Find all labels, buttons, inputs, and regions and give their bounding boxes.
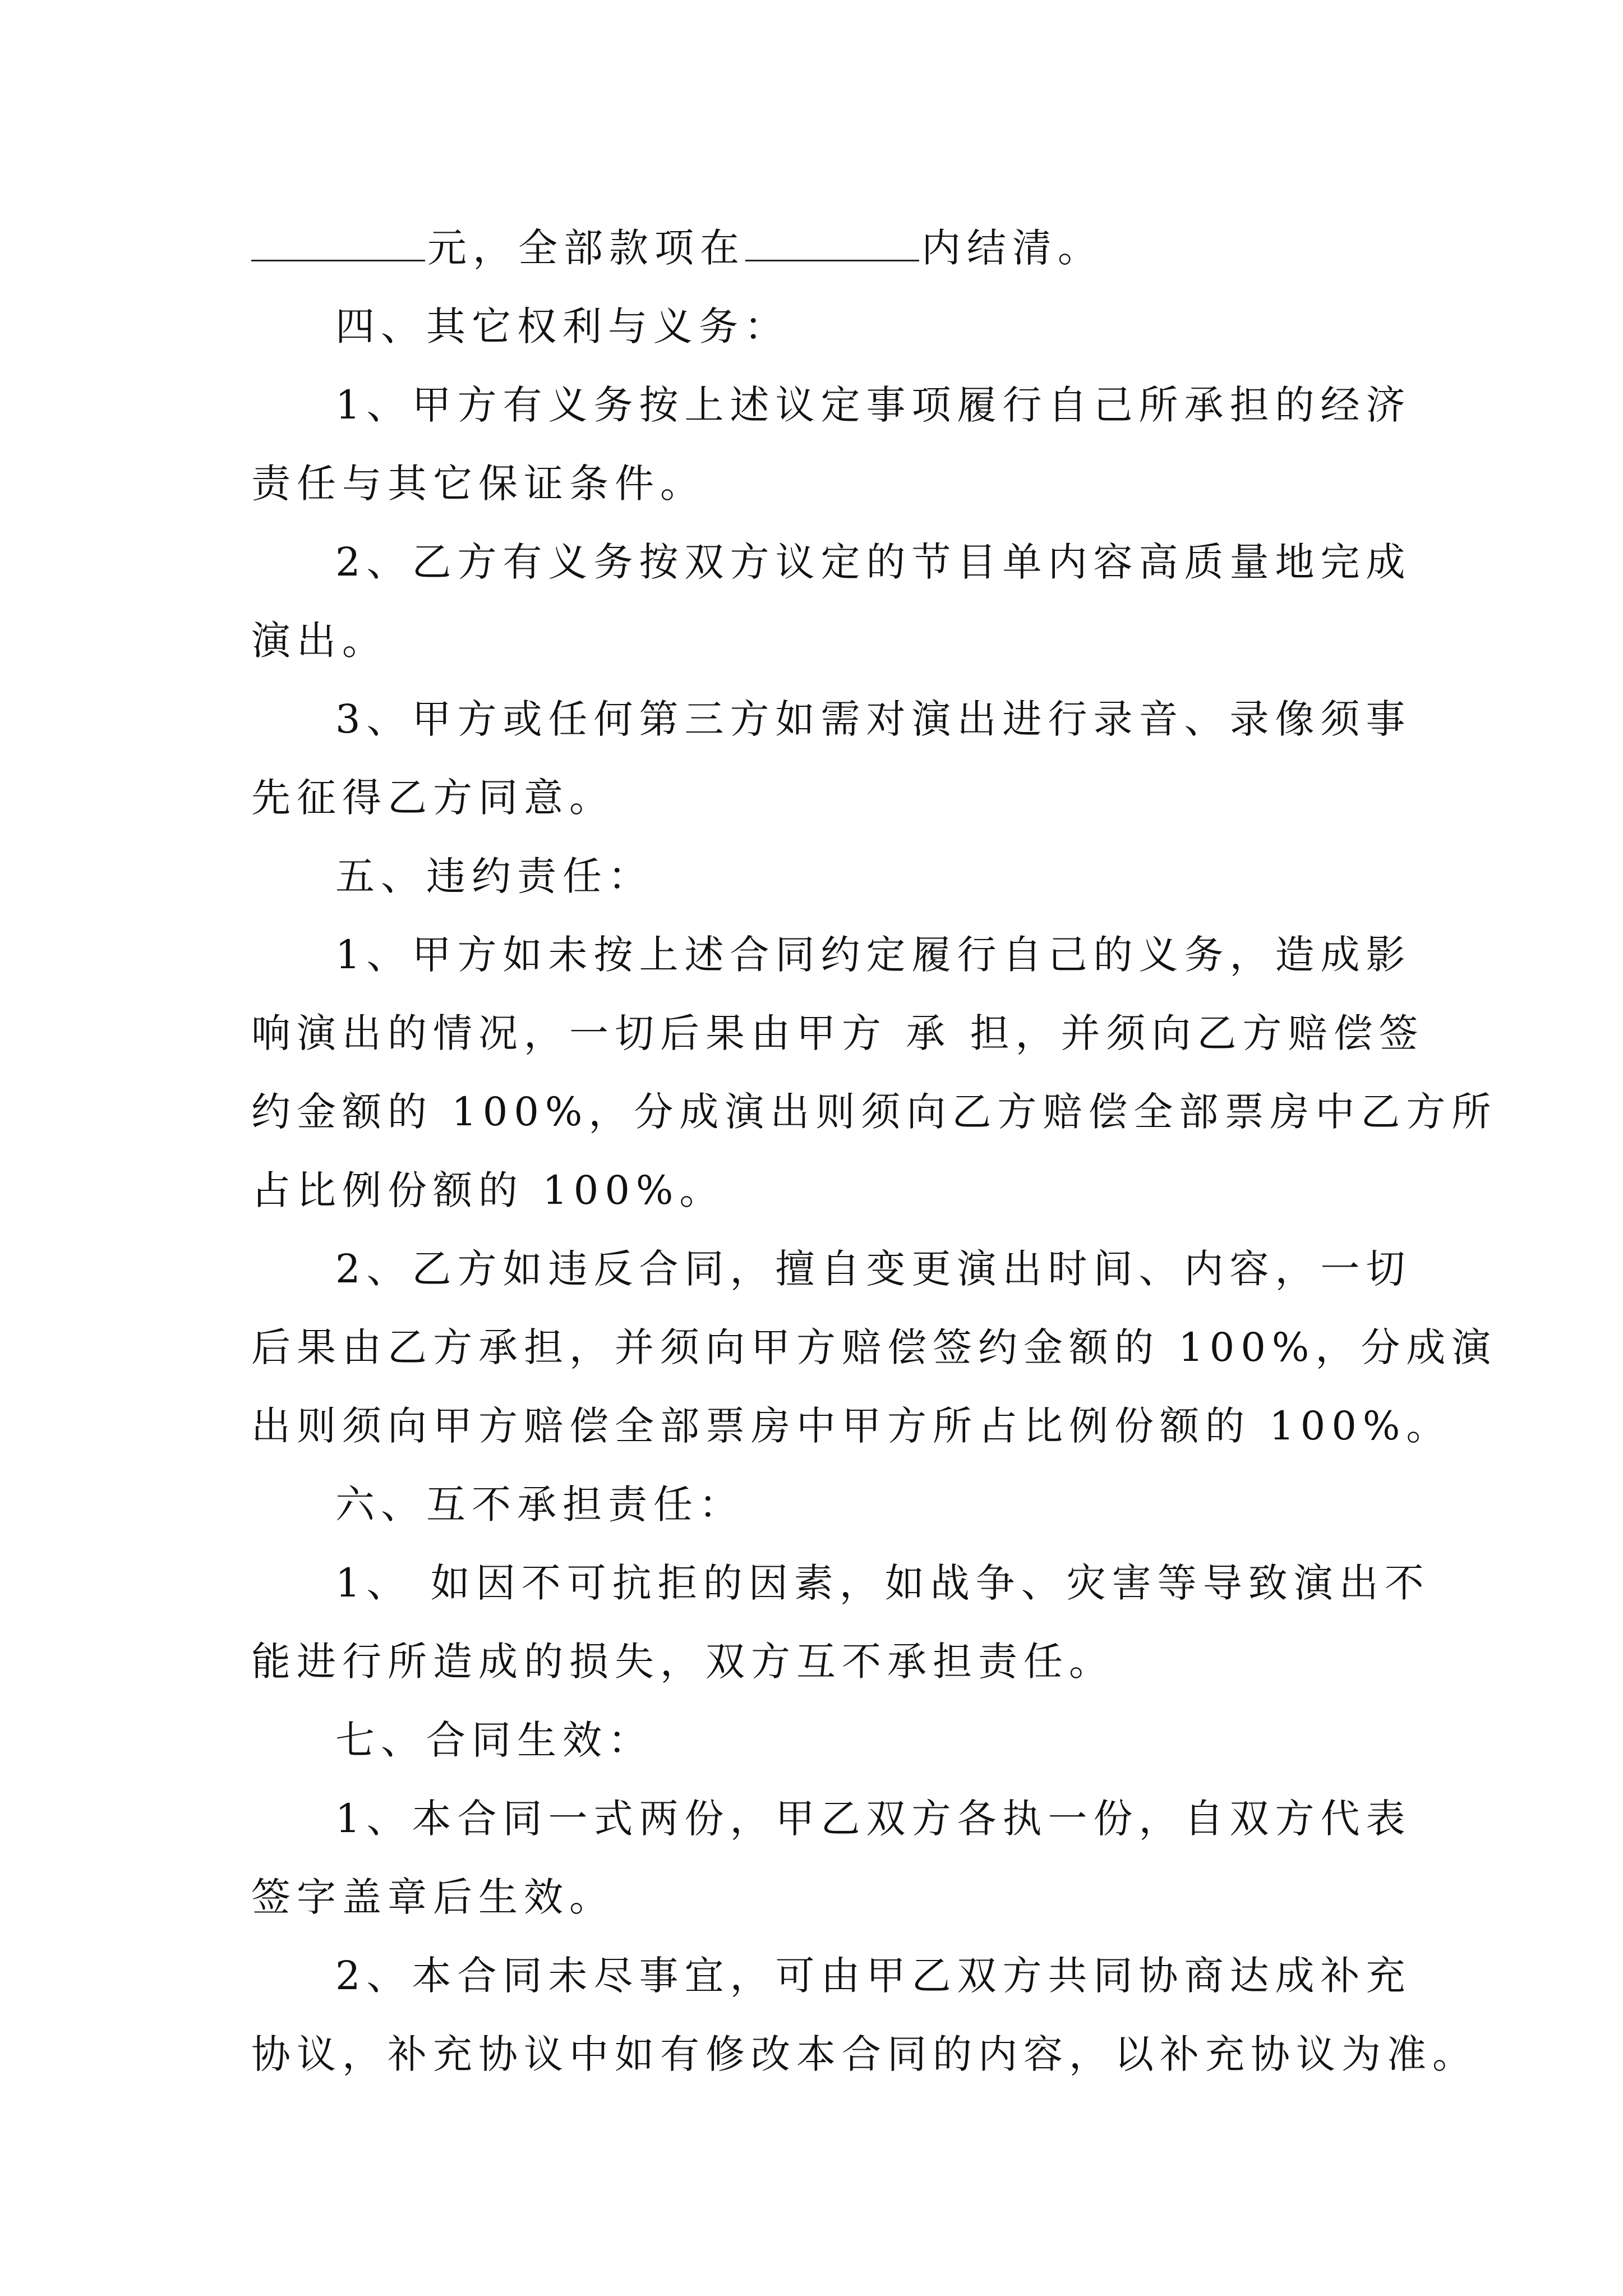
section-heading-exemption: 六、互不承担责任： [335, 1481, 744, 1527]
payment-terms-line [251, 209, 1390, 287]
section-heading-rights: 四、其它权利与义务： [335, 303, 790, 349]
paragraph-line: 出则须向甲方赔偿全部票房中甲方所占比例份额的 100%。 [251, 1403, 1452, 1449]
contract-body [251, 209, 1497, 2093]
paragraph-line: 演出。 [251, 618, 388, 664]
payment-text: 元，全部款项在 [427, 225, 745, 271]
paragraph-line: 能进行所造成的损失，双方互不承担责任。 [251, 1639, 1114, 1685]
paragraph-line: 后果由乙方承担，并须向甲方赔偿签约金额的 100%，分成演 [251, 1324, 1497, 1370]
deadline-blank [745, 220, 919, 261]
paragraph-line: 2、乙方如违反合同，擅自变更演出时间、内容，一切 [335, 1246, 1412, 1292]
paragraph-line: 责任与其它保证条件。 [251, 461, 706, 507]
section-heading-liability: 五、违约责任： [335, 853, 653, 899]
paragraph-line: 约金额的 100%，分成演出则须向乙方赔偿全部票房中乙方所 [251, 1089, 1497, 1135]
paragraph-line: 协议，补充协议中如有修改本合同的内容，以补充协议为准。 [251, 2031, 1478, 2077]
paragraph-line: 1、甲方如未按上述合同约定履行自己的义务，造成影 [335, 932, 1412, 978]
paragraph-line: 签字盖章后生效。 [251, 1874, 615, 1920]
payment-end-text: 内结清。 [921, 225, 1103, 271]
section-heading-effectiveness: 七、合同生效： [335, 1717, 653, 1763]
paragraph-line: 1、 如因不可抗拒的因素，如战争、灾害等导致演出不 [335, 1560, 1430, 1606]
paragraph-line: 2、乙方有义务按双方议定的节目单内容高质量地完成 [335, 539, 1412, 585]
paragraph-line: 响演出的情况，一切后果由甲方 承 担，并须向乙方赔偿签 [251, 1010, 1424, 1056]
amount-blank [251, 220, 425, 261]
paragraph-line: 占比例份额的 100%。 [251, 1167, 725, 1213]
paragraph-line: 1、本合同一式两份，甲乙双方各执一份，自双方代表 [335, 1796, 1412, 1842]
paragraph-line: 2、本合同未尽事宜，可由甲乙双方共同协商达成补充 [335, 1953, 1412, 1999]
paragraph-line: 1、甲方有义务按上述议定事项履行自己所承担的经济 [335, 382, 1412, 428]
paragraph-line: 先征得乙方同意。 [251, 775, 615, 821]
paragraph-line: 3、甲方或任何第三方如需对演出进行录音、录像须事 [335, 696, 1412, 742]
